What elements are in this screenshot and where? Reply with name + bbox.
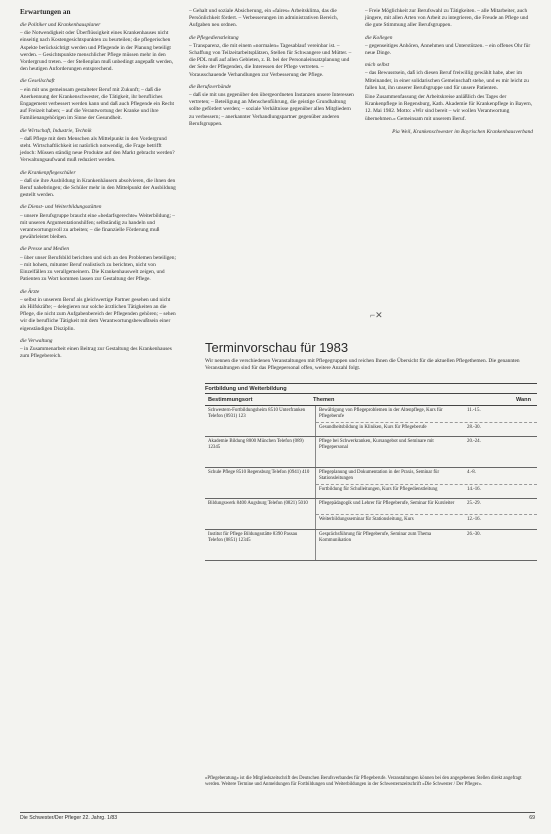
section-text: – Freie Möglichkeit zur Berufswahl zu Tätigkeiten. – alle Mitarbeiter, auch jüngere, mit allen Arten von Arbeit zu integrieren, die Freude an Pflege und die gute Stimmung aller Berufsgruppen. xyxy=(365,8,529,29)
table-row xyxy=(205,437,537,468)
table-header xyxy=(205,394,537,406)
events-section xyxy=(205,340,537,372)
section-text: – die Notwendigkeit oder Überflüssigkeit eines Krankenhauses nicht einseitig nach Kostengesichtspunkten zu beurteilen; die pflegerischen Aspekte berücksichtigt werden und Pflegende in der Planung beteiligt werden. – Gesichtspunkte menschlicher Pflege müssen mehr in den Vordergrund treten. – der Stellenplan muß unbedingt angepaßt werden, den heutigen Anforderungen entsprechend. xyxy=(20,30,174,73)
section-text: – über unser Berufsbild berichten und sich an den Problemen beteiligen; – mit hohem, mitunter Beruf realistisch zu berichten, nicht von Einzelfällen zu verallgemeinern. Die Krankenhauswelt zeigen, und Patienten zu Wort kommen lassen zur Gestaltung der Pflege. xyxy=(20,254,176,283)
section-heading: die Gesellschaft xyxy=(20,78,55,85)
section-text: – daß sie mit uns gegenüber den übergeordneten Instanzen unsere Interessen vertreten; – Beteiligung an Menschenführung, die geistige Grundhaltung sollte gefördert werden; – soziale Verhältnisse gegenüber allen Mitgliedern zu verbessern; – anerkannter Verhandlungspartner gegenüber anderen Berufsgruppen. xyxy=(189,92,354,127)
page-footer xyxy=(20,812,535,821)
right-sections xyxy=(365,8,533,123)
event-items xyxy=(316,530,537,560)
section-text: Eine Zusammenfassung der Arbeitskreise anläßlich des Tages der Krankenpflege in Regensburg, Kath. Akademie für Krankenpflege in Bayern, 12. Mai 1982. Motto: »Wir sind bereit – wir wollen Verantwortung übernehmen.« Gemeinsam mit unserem Beruf. xyxy=(365,94,533,122)
event-item xyxy=(316,499,537,515)
column-title: Erwartungen an xyxy=(20,8,71,16)
section-heading: die Kollegen xyxy=(365,34,393,41)
table-row xyxy=(205,468,537,499)
handwritten-mark: ⌐✕ xyxy=(370,310,383,320)
section-text: – in Zusammenarbeit einen Beitrag zur Gestaltung des Krankenhauses zum Pflegebereich. xyxy=(20,345,172,360)
event-place: Institut für Pflege Bildungsstätte 8390 Passau Telefon (0851) 12345 xyxy=(205,530,316,560)
section-heading: die Presse und Medien xyxy=(20,246,70,253)
event-date: 28.-30. xyxy=(467,425,481,431)
event-items xyxy=(316,499,537,529)
event-topic: Gesprächsführung für Pflegeberufe, Seminar zum Thema Kommunikation xyxy=(319,532,432,544)
table-row xyxy=(205,530,537,561)
journal-issue: Die Schwester/Der Pfleger 22. Jahrg. 1/83 xyxy=(20,815,118,821)
section-heading: mich selbst xyxy=(365,62,390,69)
section-text: – das Bewusstsein, daß ich diesen Beruf freiwillig gewählt habe, aber im Miteinander, in einer solidarischen Gemeinschaft stehe, und es mir leicht zu fallen hat, ihn unserer Berufsgruppe und für unsere Patienten. xyxy=(365,70,529,91)
section-heading: die Pflegedienstleitung xyxy=(189,34,239,41)
event-topic: Pflege bei Schwerkranken, Kursangebot und Seminare mit Pflegepersonal xyxy=(319,439,434,451)
event-item xyxy=(316,406,537,423)
section-text: – selbst in unserem Beruf als gleichwertige Partner gesehen und nicht als Hilfskräfte; – delegieren nur solche ärztlichen Tätigkeiten an die Pflege, die nicht zum Aufgabenbereich der Pflegenden gehören; – sehen wir die berufliche Tätigkeit mit dem Verantwortungsbewußtsein einer eigenständigen Disziplin. xyxy=(20,296,176,332)
section-heading: die Politiker und Krankenhausplaner xyxy=(20,22,101,28)
section-heading: die Wirtschaft, Industrie, Technik xyxy=(20,127,92,134)
page-number: 69 xyxy=(529,815,535,821)
header-date: Wann xyxy=(515,397,531,403)
event-topic: Pflegepädagogik und Lehrer für Pflegeberufe, Seminar für Kursleiter xyxy=(319,501,455,506)
table-row xyxy=(205,406,537,437)
section-heading: die Krankenpflegeschüler xyxy=(20,169,76,176)
header-place: Bestimmungsort xyxy=(208,397,253,403)
event-date: 26.-30. xyxy=(467,532,481,537)
event-topic: Fortbildung für Schulleitungen, Kurs für Pflegedienstleitung xyxy=(319,487,438,493)
event-place: Akademie Bildung 8000 München Telefon (089) 12345 xyxy=(205,437,316,467)
table-body xyxy=(205,406,537,561)
left-sections xyxy=(20,22,176,360)
event-place: Bildungswerk 8400 Augsburg Telefon (0821) 5010 xyxy=(205,499,316,529)
event-items xyxy=(316,437,537,467)
section-heading: die Ärzte xyxy=(20,288,40,295)
event-topic: Pflegeplanung und Dokumentation in der Praxis, Seminar für Stationsleitungen xyxy=(319,470,440,482)
author-signature: Pia Weil, Krankenschwester im Bayrischen Krankenhausverband xyxy=(392,128,533,135)
section-text: – Gehalt und soziale Absicherung, ein »faires« Arbeitsklima, das die Persönlichkeit fördert. – Verbesserungen im administrativen Bereich, Aufgaben neu ordnen. xyxy=(189,8,338,29)
event-items xyxy=(316,406,537,436)
event-item xyxy=(316,468,537,485)
event-place: Schule Pflege 8510 Regensburg Telefon (0941) 410 xyxy=(205,468,316,498)
event-date: 25.-29. xyxy=(467,501,481,506)
header-topic: Themen xyxy=(313,397,335,403)
section-heading: die Verwaltung xyxy=(20,337,53,344)
events-intro: Wir nennen die verschiedenen Veranstaltungen mit Pflegegruppen und reichen Ihnen die Übersicht für die aktuellen Pflegethemen. Die genannten Veranstaltungen sind für das Pflegepersonal offen, weitere Anzahl folgt. xyxy=(205,358,520,372)
section-heading: die Dienst- und Weiterbildungsstätten xyxy=(20,204,102,211)
table-row xyxy=(205,499,537,530)
event-date: 14.-16. xyxy=(467,487,481,493)
event-place: Schwestern-Fortbildungsheim 8510 Unterfranken Telefon (0931) 123 xyxy=(205,406,316,436)
column-left xyxy=(20,8,176,362)
column-right xyxy=(365,8,533,136)
event-date: 11.-15. xyxy=(467,408,481,413)
event-topic: Gesundheitsbildung in Kliniken, Kurs für Pflegeberufe xyxy=(319,425,427,431)
event-date: 20.-24. xyxy=(467,439,481,444)
event-item xyxy=(316,437,537,467)
table-title: Fortbildung und Weiterbildung xyxy=(205,384,537,394)
section-text: – ein mit uns gemeinsam gestalteter Beruf mit Zukunft; – daß die Anerkennung der Krankenschwester, die Tätigkeit, ihr berufliches Engagement verbessert werden kann und daß auch Pflegende ein Recht auf Freizeit haben; – auf die Verantwortung der Kranke und ihre Familienangehörigen im Sinne der Gesundheit. xyxy=(20,86,175,122)
column-middle xyxy=(189,8,354,130)
event-date: 4.-8. xyxy=(467,470,476,475)
section-text: – daß sie ihre Ausbildung in Krankenhäusern absolvieren, die ihnen den Beruf nahebringen; die Schüler mehr in den Mittelpunkt der Ausbildung gestellt werden. xyxy=(20,177,176,199)
event-items xyxy=(316,468,537,498)
section-text: – Transparenz, die mit einem »normalen« Tagesablauf vereinbar ist. – Schaffung von Teilzeitarbeitsplätzen, Stellen für Schwangere und Mütter. – die PDL muß auf allen Gebieten, z. B. bei der Personaleinsatzplanung und der Seite der Pflegenden, die Interessen der Pflege vertreten. – Vorausschauende Verhandlungen zur Verbesserung der Pflege. xyxy=(189,42,352,78)
event-item xyxy=(316,485,537,498)
events-title: Terminvorschau für 1983 xyxy=(205,340,349,355)
event-item xyxy=(316,530,537,560)
events-table xyxy=(205,383,537,561)
event-item xyxy=(316,423,537,436)
event-item xyxy=(316,515,537,530)
section-heading: die Berufsverbände xyxy=(189,83,232,90)
section-text: – daß Pflege mit dem Menschen als Mittelpunkt in den Vordergrund steht. Wirtschaftlichkeit ist natürlich notwendig, die Frage betrifft jedoch: Müssen ständig neue Produkte auf den Markt gebracht werden? Verwaltungsaufwand muß reduziert werden. xyxy=(20,135,175,164)
section-text: – unsere Berufsgruppe braucht eine »bedarfsgerechte« Weiterbildung; – mit unseren Argumentationshilfen; selbständig zu handeln und verantwortungsvoll zu arbeiten; – die finanzielle Förderung muß gewährleistet bleiben. xyxy=(20,212,175,241)
middle-sections xyxy=(189,8,354,128)
event-date: 12.-16. xyxy=(467,516,481,522)
event-topic: Bewältigung von Pflegeproblemen in der Altenpflege, Kurs für Pflegeberufe xyxy=(319,408,443,420)
event-topic: Weiterbildungsseminar für Stationsleitung, Kurs xyxy=(319,516,414,522)
section-text: – gegenseitiges Anhören, Annehmen und Unterstützen. – ein offenes Ohr für neue Dinge. xyxy=(365,42,531,57)
events-footnote: »Pflegeberatung« ist die Mitgliedszeitschrift des Deutschen Berufsverbandes für Pflegeberufe. Veranstaltungen können bei den angegebenen Stellen direkt angefragt werden. Weitere Termine und Anmeldungen für Fortbildungen und Weiterbildungen in der Schwesternzeitschrift »Die Schwester / Der Pfleger«. xyxy=(205,776,522,788)
